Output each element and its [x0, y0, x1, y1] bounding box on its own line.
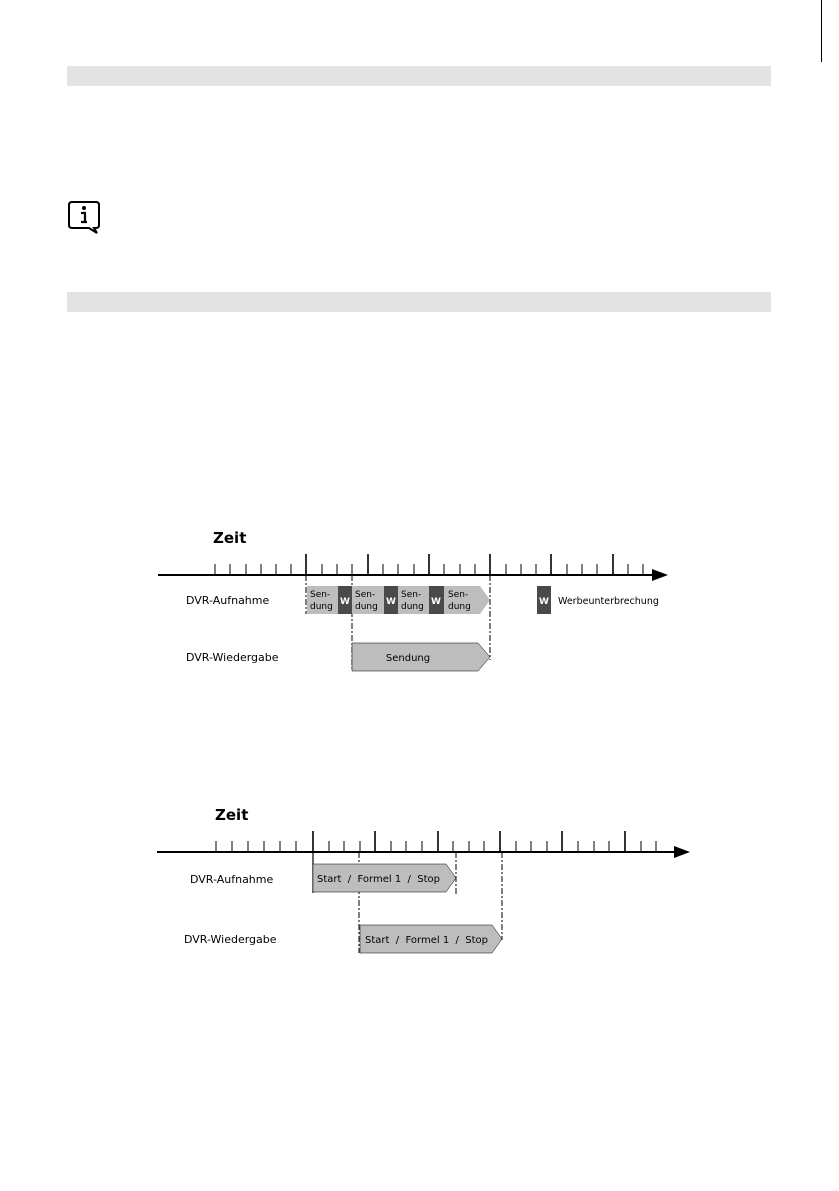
- page-edge-line: [821, 0, 822, 62]
- playback-bar-label: Start / Formel 1 / Stop: [365, 935, 488, 946]
- row-label-record: DVR-Aufnahme: [190, 873, 274, 886]
- record-bar-label: Start / Formel 1 / Stop: [317, 874, 440, 885]
- segment-werbung-label: W: [386, 597, 396, 607]
- diagram-commercial-skip: [0, 520, 839, 690]
- segment-sendung-label: Sen-: [355, 590, 376, 600]
- time-axis-arrow: [652, 569, 668, 581]
- section-header-bar-2: [67, 292, 771, 312]
- axis-label-zeit: Zeit: [213, 529, 247, 547]
- segment-sendung-label: Sen-: [448, 590, 469, 600]
- row-label-record: DVR-Aufnahme: [186, 594, 270, 607]
- row-label-playback: DVR-Wiedergabe: [186, 651, 279, 664]
- axis-ticks: [215, 554, 643, 575]
- segment-sendung-label: dung: [310, 602, 333, 612]
- segment-werbung-label: W: [340, 597, 350, 607]
- axis-label-zeit: Zeit: [215, 806, 249, 824]
- row-label-playback: DVR-Wiedergabe: [184, 933, 277, 946]
- segment-werbung-label: W: [431, 597, 441, 607]
- segment-sendung-label: Sen-: [310, 590, 331, 600]
- legend-werbung-symbol-label: W: [539, 597, 549, 607]
- diagram-timeshift: [0, 796, 839, 966]
- segment-sendung-label: Sen-: [401, 590, 422, 600]
- playback-bar-label: Sendung: [385, 653, 431, 664]
- axis-ticks: [216, 831, 656, 852]
- segment-sendung-label: dung: [401, 602, 424, 612]
- time-axis-arrow: [674, 846, 690, 858]
- section-header-bar-1: [67, 66, 771, 86]
- segment-sendung-label: dung: [448, 602, 471, 612]
- info-icon: [66, 199, 102, 235]
- segment-sendung-label: dung: [355, 602, 378, 612]
- legend-werbung-text: Werbeunterbrechung: [558, 596, 659, 607]
